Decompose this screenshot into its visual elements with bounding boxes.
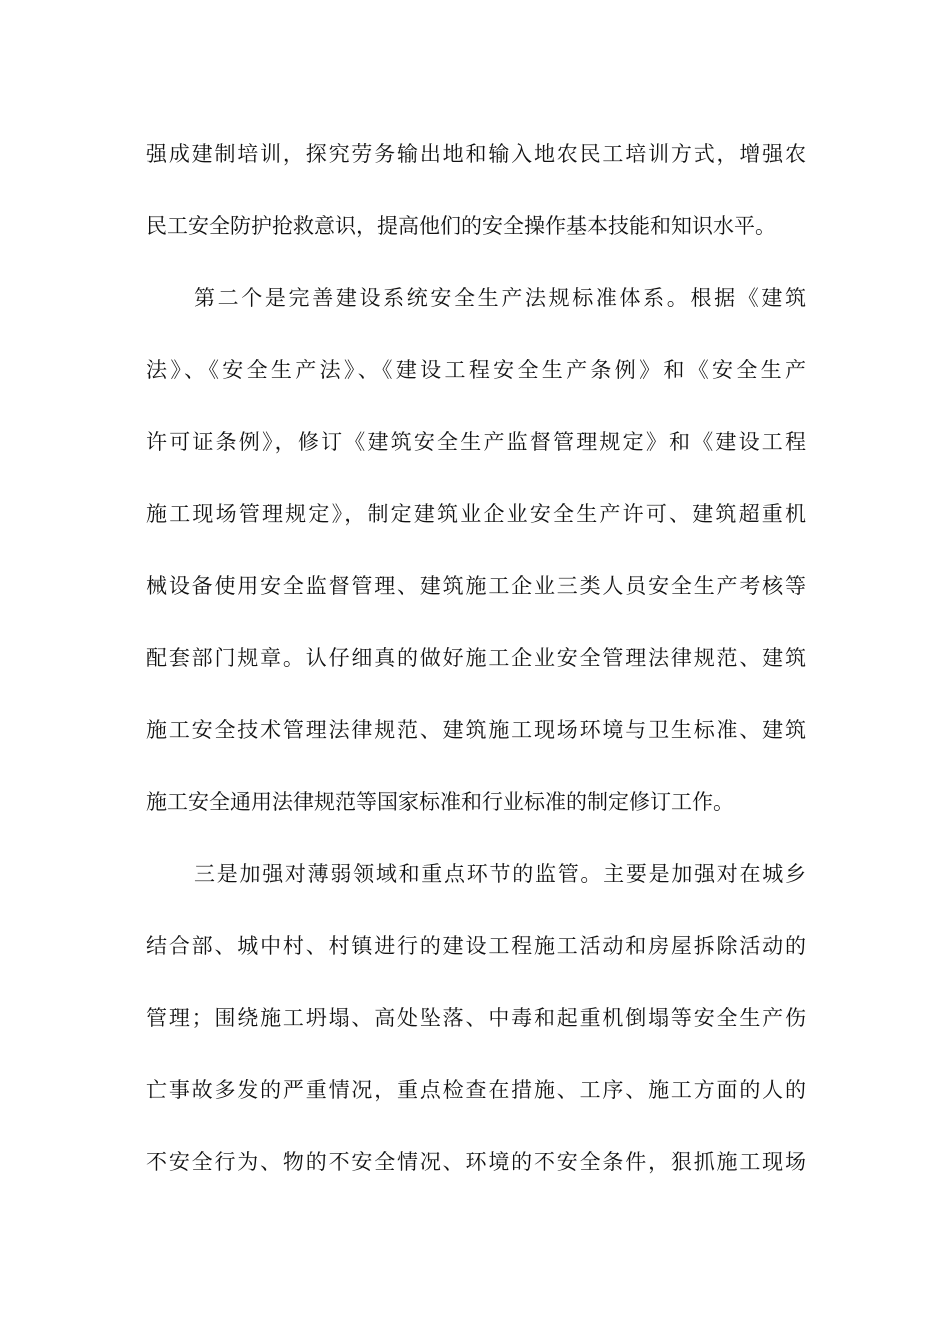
paragraph-start-line: 三是加强对薄弱领域和重点环节的监管。主要是加强对在城乡 (194, 862, 806, 886)
text-line: 械设备使用安全监督管理、建筑施工企业三类人员安全生产考核等 (146, 574, 806, 598)
text-line: 许可证条例》，修订《建筑安全生产监督管理规定》和《建设工程 (146, 430, 806, 454)
text-line: 施工安全通用法律规范等国家标准和行业标准的制定修订工作。 (146, 790, 734, 814)
text-line: 不安全行为、物的不安全情况、环境的不安全条件，狠抓施工现场 (146, 1150, 806, 1174)
text-line: 管理；围绕施工坍塌、高处坠落、中毒和起重机倒塌等安全生产伤 (146, 1006, 806, 1030)
text-line: 亡事故多发的严重情况，重点检查在措施、工序、施工方面的人的 (146, 1078, 806, 1102)
text-line: 配套部门规章。认仔细真的做好施工企业安全管理法律规范、建筑 (146, 646, 806, 670)
paragraph-start-line: 第二个是完善建设系统安全生产法规标准体系。根据《建筑 (194, 286, 806, 310)
text-line: 施工现场管理规定》，制定建筑业企业安全生产许可、建筑超重机 (146, 502, 806, 526)
text-line: 强成建制培训，探究劳务输出地和输入地农民工培训方式，增强农 (146, 142, 806, 166)
text-line: 施工安全技术管理法律规范、建筑施工现场环境与卫生标准、建筑 (146, 718, 806, 742)
text-line: 民工安全防护抢救意识，提高他们的安全操作基本技能和知识水平。 (146, 214, 776, 238)
text-line: 结合部、城中村、村镇进行的建设工程施工活动和房屋拆除活动的 (146, 934, 806, 958)
text-line: 法》、《安全生产法》、《建设工程安全生产条例》和《安全生产 (146, 358, 806, 382)
